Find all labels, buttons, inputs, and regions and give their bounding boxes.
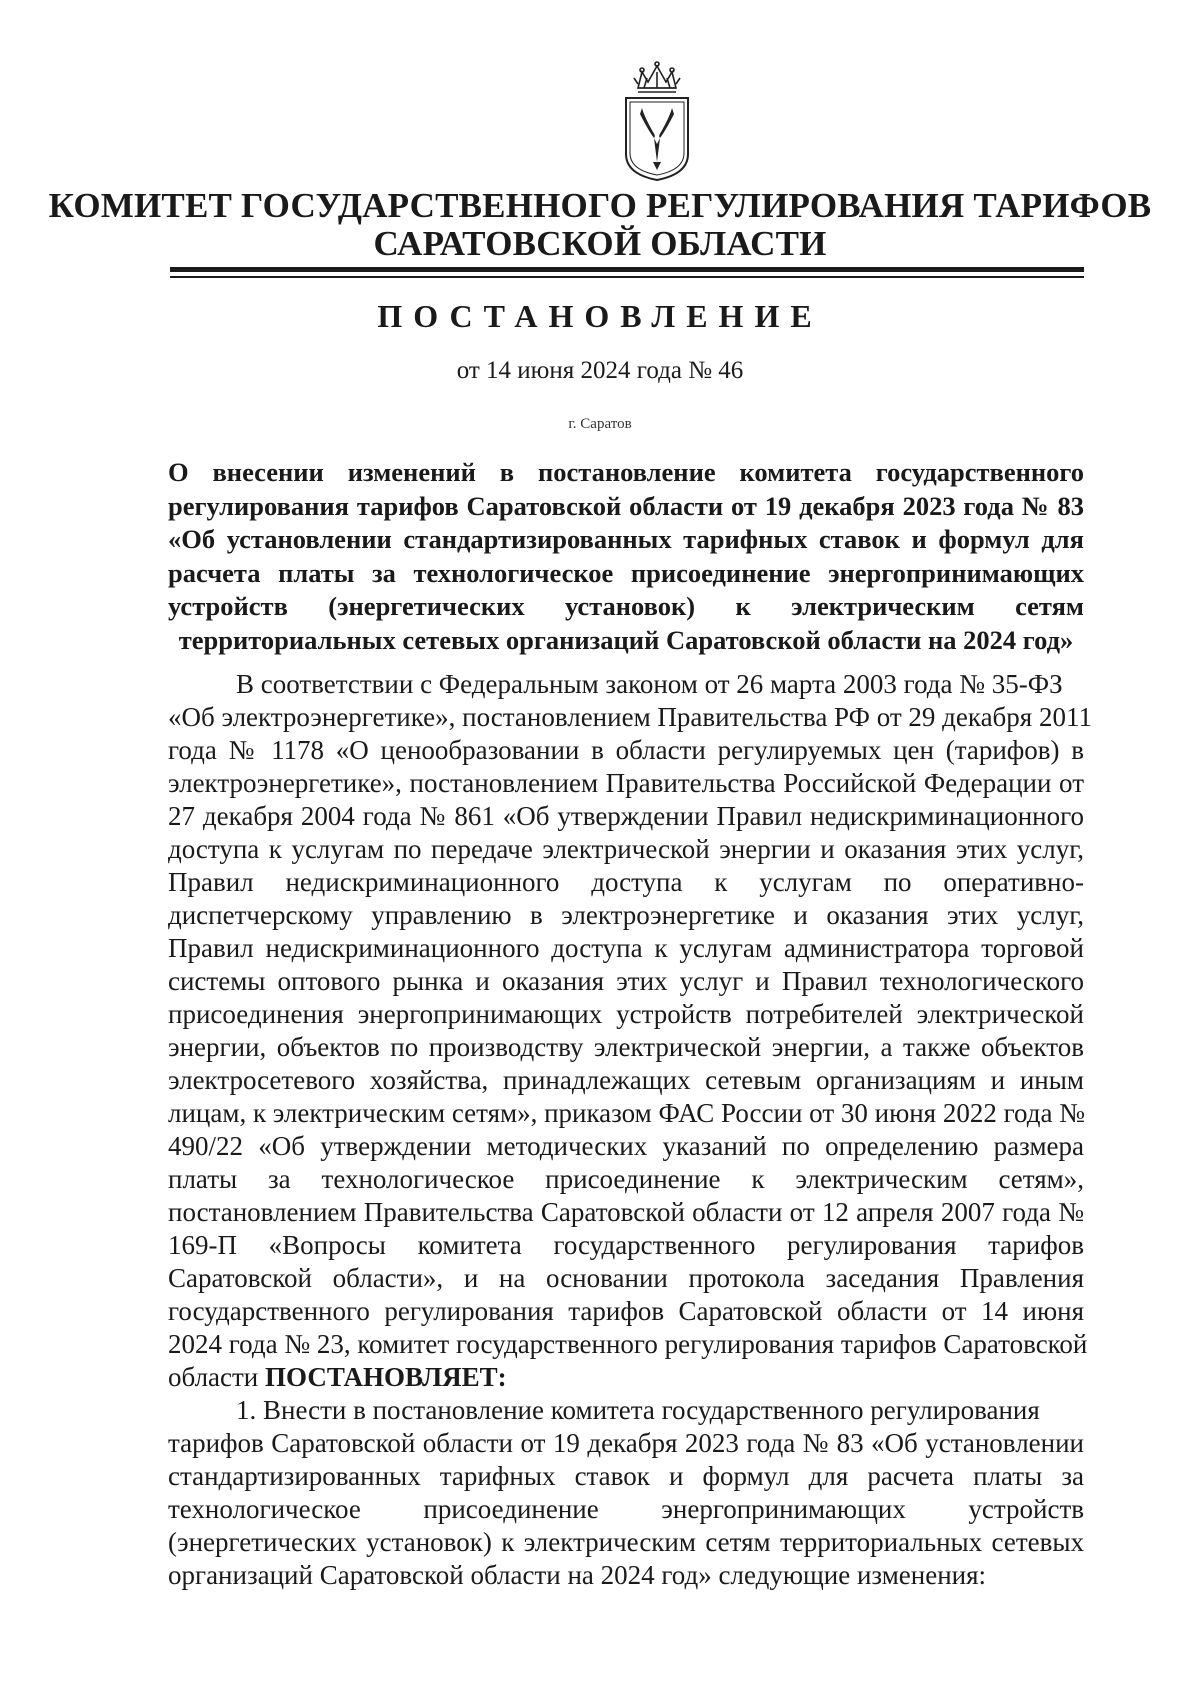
item-line: 1. Внести в постановление комитета государственного регулирования bbox=[236, 1395, 1040, 1425]
body-line: энергии, объектов по производству электрической энергии, а также объектов bbox=[168, 1032, 1084, 1062]
body-line: «Об электроэнергетике», постановлением Правительства РФ от 29 декабря 2011 bbox=[168, 702, 1092, 732]
decree-line bbox=[168, 1361, 1084, 1394]
title-line: «Об установлении стандартизированных тарифных ставок и формул для bbox=[168, 524, 1084, 554]
document-type-heading: ПОСТАНОВЛЕНИЕ bbox=[377, 298, 823, 334]
body-line: 2024 года № 23, комитет государственного регулирования тарифов Саратовской bbox=[168, 1329, 1088, 1359]
organization-name-line-2: САРАТОВСКОЙ ОБЛАСТИ bbox=[373, 224, 827, 263]
body-line: присоединения энергопринимающих устройств потребителей электрической bbox=[168, 999, 1084, 1029]
header-divider-thin bbox=[170, 276, 1084, 278]
document-date-number: от 14 июня 2024 года № 46 bbox=[456, 357, 744, 384]
decree-prefix: области bbox=[168, 1362, 266, 1392]
document-city: г. Саратов bbox=[568, 416, 632, 432]
body-line: государственного регулирования тарифов Саратовской области от 14 июня bbox=[168, 1296, 1084, 1326]
document-body bbox=[168, 668, 1092, 1592]
body-line: года № 1178 «О ценообразовании в области регулируемых цен (тарифов) в bbox=[168, 735, 1084, 765]
header-divider-thick bbox=[170, 267, 1084, 272]
body-line: В соответствии с Федеральным законом от 26 марта 2003 года № 35-ФЗ bbox=[236, 669, 1063, 699]
body-line: 490/22 «Об утверждении методических указаний по определению размера bbox=[168, 1131, 1084, 1161]
body-line: платы за технологическое присоединение к электрическим сетям», bbox=[168, 1164, 1084, 1194]
title-line: устройств (энергетических установок) к электрическим сетям bbox=[168, 591, 1084, 621]
item-line: технологическое присоединение энергопринимающих устройств bbox=[168, 1494, 1084, 1524]
title-line: регулирования тарифов Саратовской области от 19 декабря 2023 года № 83 bbox=[168, 490, 1084, 521]
body-line: 27 декабря 2004 года № 861 «Об утверждении Правил недискриминационного bbox=[168, 801, 1084, 831]
title-line: О внесении изменений в постановление комитета государственного bbox=[168, 457, 1084, 487]
body-line: доступа к услугам по передаче электрической энергии и оказания этих услуг, bbox=[168, 834, 1084, 864]
item-line: (энергетических установок) к электрическим сетям территориальных сетевых bbox=[168, 1527, 1084, 1557]
item-line: тарифов Саратовской области от 19 декабря 2023 года № 83 «Об установлении bbox=[168, 1428, 1084, 1458]
body-line: Правил недискриминационного доступа к услугам по оперативно- bbox=[168, 867, 1084, 897]
item-line: организаций Саратовской области на 2024 год» следующие изменения: bbox=[168, 1560, 987, 1590]
document-title bbox=[168, 456, 1084, 657]
body-line: лицам, к электрическим сетям», приказом ФАС России от 30 июня 2022 года № bbox=[168, 1098, 1085, 1128]
decree-word: ПОСТАНОВЛЯЕТ: bbox=[265, 1362, 507, 1392]
title-line: территориальных сетевых организаций Саратовской области на 2024 год» bbox=[178, 624, 1074, 655]
body-line: диспетчерскому управлению в электроэнергетике и оказания этих услуг, bbox=[168, 900, 1084, 930]
body-line: Саратовской области», и на основании протокола заседания Правления bbox=[168, 1263, 1084, 1293]
body-line: Правил недискриминационного доступа к услугам администратора торговой bbox=[168, 933, 1084, 963]
body-line: системы оптового рынка и оказания этих услуг и Правил технологического bbox=[168, 966, 1084, 996]
body-line: электроэнергетике», постановлением Правительства Российской Федерации от bbox=[168, 768, 1084, 798]
body-line: постановлением Правительства Саратовской области от 12 апреля 2007 года № bbox=[168, 1197, 1084, 1227]
title-line: расчета платы за технологическое присоединение энергопринимающих bbox=[168, 557, 1084, 588]
organization-name-line-1: КОМИТЕТ ГОСУДАРСТВЕННОГО РЕГУЛИРОВАНИЯ ТАРИФОВ bbox=[48, 186, 1152, 225]
body-line: 169-П «Вопросы комитета государственного регулирования тарифов bbox=[168, 1230, 1084, 1260]
body-line: электросетевого хозяйства, принадлежащих сетевым организациям и иным bbox=[168, 1065, 1084, 1095]
coat-of-arms-saratov-icon bbox=[620, 58, 694, 184]
item-line: стандартизированных тарифных ставок и формул для расчета платы за bbox=[168, 1461, 1084, 1491]
